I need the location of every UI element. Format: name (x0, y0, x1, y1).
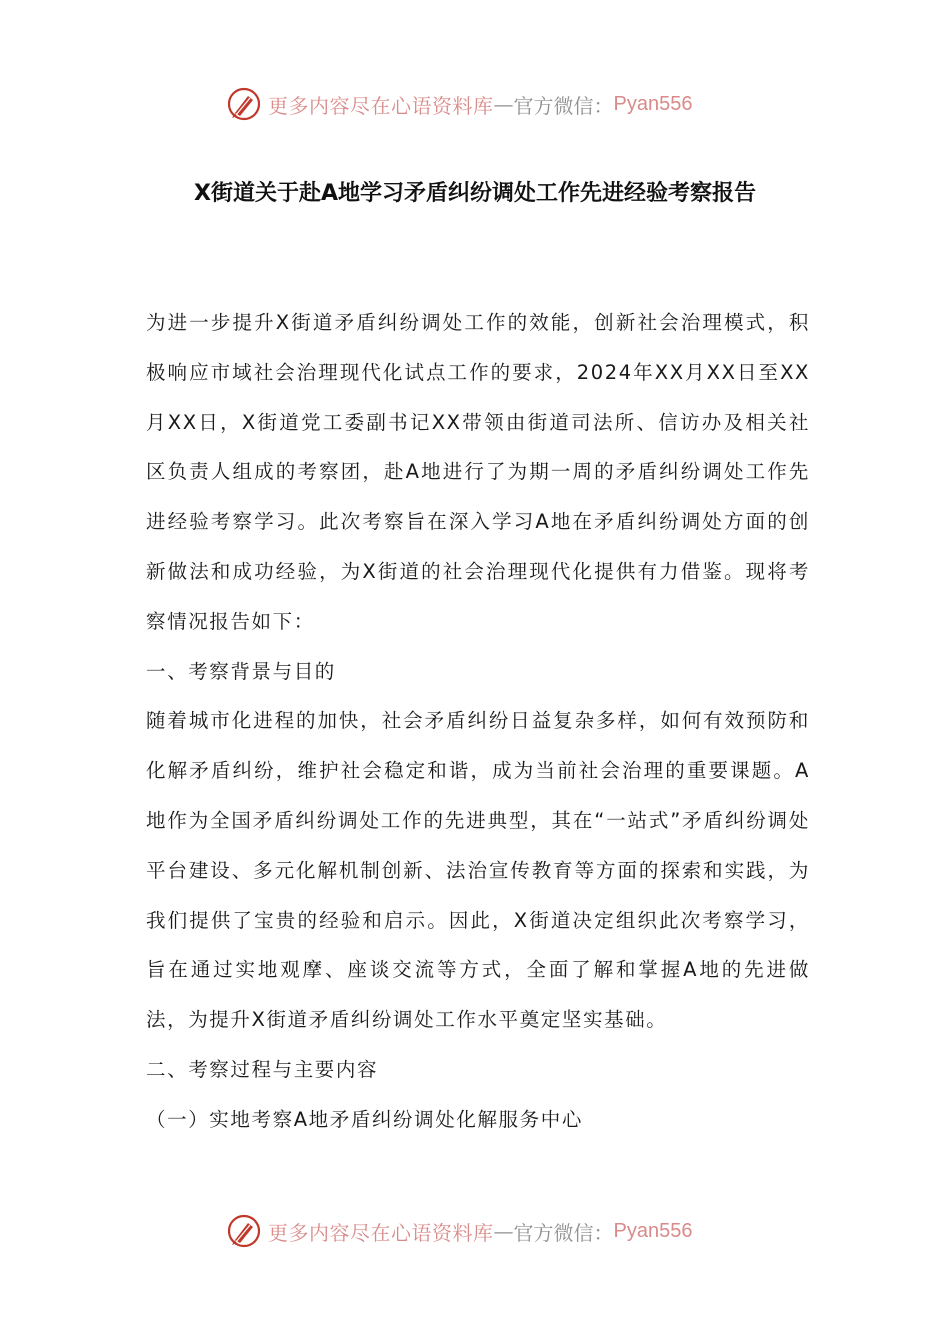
watermark-separator: — (493, 92, 514, 116)
intro-paragraph: 为进一步提升X街道矛盾纠纷调处工作的效能，创新社会治理模式，积极响应市域社会治理现代化试点工作的要求，2024年XX月XX日至XX月XX日，X街道党工委副书记XX带领由街道司法所、信访办及相关社区负责人组成的考察团，赴A地进行了为期一周的矛盾纠纷调处工作先进经验考察学习。此次考察旨在深入学习A地在矛盾纠纷调处方面的创新做法和成功经验，为X街道的社会治理现代化提供有力借鉴。现将考察情况报告如下： (146, 311, 810, 633)
subsection-heading-1: （一）实地考察A地矛盾纠纷调处化解服务中心 (146, 1107, 583, 1131)
watermark-wechat-id: Pyan556 (613, 1219, 693, 1242)
section-heading-2: 二、考察过程与主要内容 (146, 1057, 379, 1081)
watermark-separator: — (493, 1219, 514, 1243)
footer-watermark-banner (226, 1211, 746, 1251)
watermark-text: 更多内容尽在心语资料库 (268, 1220, 494, 1245)
pen-nib-logo-icon (226, 86, 262, 122)
watermark-wechat-label: 官方微信： (513, 93, 614, 118)
pen-nib-logo-icon (226, 1213, 262, 1249)
document-body (146, 298, 810, 1145)
watermark-text: 更多内容尽在心语资料库 (268, 93, 494, 118)
watermark-wechat-label: 官方微信： (513, 1220, 614, 1245)
document-title: X街道关于赴A地学习矛盾纠纷调处工作先进经验考察报告 (194, 181, 756, 206)
section-heading-1: 一、考察背景与目的 (146, 659, 336, 683)
watermark-wechat-id: Pyan556 (613, 92, 693, 115)
background-paragraph: 随着城市化进程的加快，社会矛盾纠纷日益复杂多样，如何有效预防和化解矛盾纠纷，维护社会稳定和谐，成为当前社会治理的重要课题。A地作为全国矛盾纠纷调处工作的先进典型，其在“一站式”矛盾纠纷调处平台建设、多元化解机制创新、法治宣传教育等方面的探索和实践，为我们提供了宝贵的经验和启示。因此，X街道决定组织此次考察学习，旨在通过实地观摩、座谈交流等方式，全面了解和掌握A地的先进做法，为提升X街道矛盾纠纷调处工作水平奠定坚实基础。 (146, 709, 810, 1032)
header-watermark-banner (226, 84, 746, 124)
